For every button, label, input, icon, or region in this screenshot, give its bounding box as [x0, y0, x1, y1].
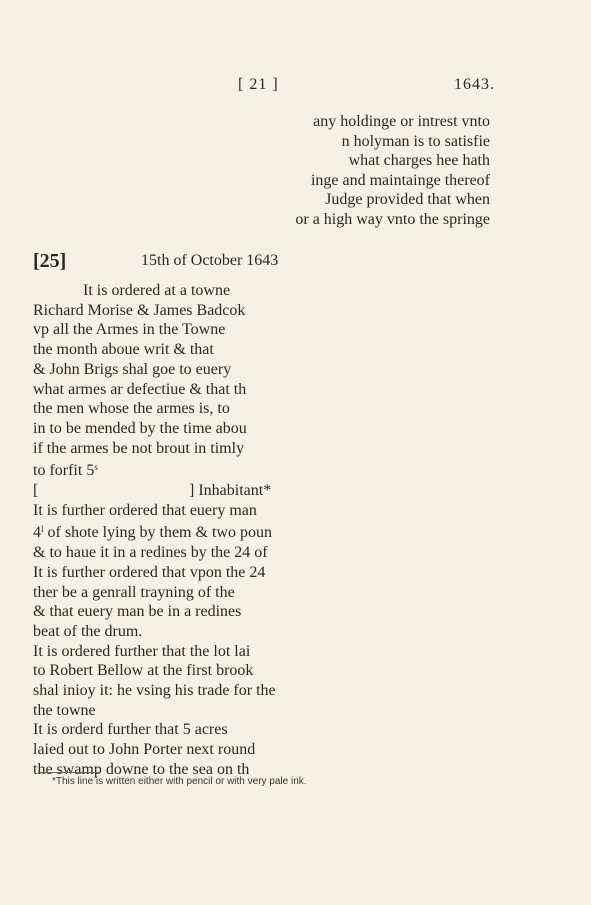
text-line: It is further ordered that vpon the 24: [33, 563, 266, 581]
text-line: the swamp downe to the sea on th: [33, 760, 250, 778]
text-line: what charges hee hath: [348, 152, 490, 170]
text-line: inge and maintainge thereof: [310, 171, 490, 189]
text-line: any holdinge or intrest vnto: [313, 113, 490, 130]
text-line: & to haue it in a redines by the 24 of: [33, 544, 268, 562]
section-heading: [33, 250, 333, 274]
text-line: in to be mended by the time abou: [33, 419, 247, 437]
continued-text-block: [230, 112, 490, 230]
text-line: Richard Morise & James Badcok: [33, 301, 246, 319]
text-line: if the armes be not brout in timly: [33, 439, 245, 457]
text-line: beat of the drum.: [33, 622, 143, 640]
text-line: It is orderd further that 5 acres: [33, 721, 228, 739]
shot-number: 4: [33, 524, 41, 542]
text-line: Judge provided that when: [325, 191, 490, 209]
text-line: & John Brigs shal goe to euery: [33, 360, 232, 378]
text-line: laied out to John Porter next round: [33, 741, 256, 759]
section-number: [25]: [33, 250, 67, 272]
shot-line: [33, 520, 333, 543]
text-line: the month aboue writ & that: [33, 341, 214, 359]
text-line: & that euery man be in a redines: [33, 603, 242, 621]
text-line: It is ordered at a towne: [83, 282, 231, 299]
text-line: ther be a genrall trayning of the: [33, 583, 235, 601]
forfeit-line: [33, 458, 333, 481]
text-line: n holyman is to satisfie: [341, 132, 490, 150]
text-line: or a high way vnto the springe: [295, 210, 490, 228]
page-year: 1643.: [454, 76, 495, 93]
footnote-divider: [38, 772, 100, 773]
page-number: [ 21 ]: [238, 76, 279, 93]
text-line: shal inioy it: he vsing his trade for the: [33, 682, 276, 700]
shot-superscript: l: [41, 524, 44, 535]
shot-text: of shote lying by them & two poun: [43, 524, 272, 542]
open-bracket: [: [33, 482, 39, 500]
record-body: [33, 281, 333, 780]
forfeit-superscript: s: [94, 462, 98, 473]
text-line: It is further ordered that euery man: [33, 501, 257, 519]
forfeit-text: to forfit 5: [33, 462, 95, 480]
text-line: to Robert Bellow at the first brook: [33, 662, 254, 680]
section-date: 15th of October 1643: [141, 252, 279, 269]
text-line: vp all the Armes in the Towne: [33, 321, 226, 339]
text-line: what armes ar defectiue & that th: [33, 380, 247, 398]
footnote: *This line is written either with pencil or with very pale ink.: [52, 776, 307, 787]
text-line: the towne: [33, 701, 96, 719]
inhabitant-note: ] Inhabitant*: [189, 482, 272, 500]
text-line: It is ordered further that the lot lai: [33, 642, 251, 660]
bracketed-line: [33, 481, 333, 501]
text-line: the men whose the armes is, to: [33, 400, 230, 418]
page-header: [0, 74, 591, 98]
